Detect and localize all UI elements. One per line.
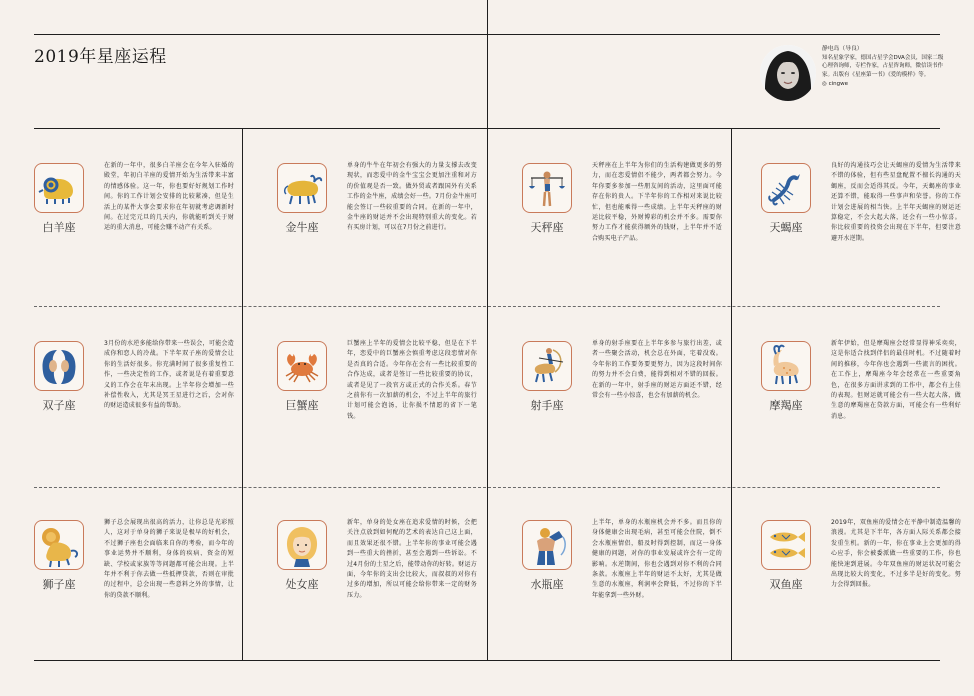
sign-card-aries <box>34 163 264 333</box>
leo-lion-icon <box>34 520 84 570</box>
sign-card-virgo <box>277 520 507 690</box>
page-gutter-top <box>487 0 488 128</box>
capricorn-goat-icon <box>761 341 811 391</box>
sign-name: 处女座 <box>285 578 319 591</box>
sign-name: 水瓶座 <box>530 578 564 591</box>
sign-name: 巨蟹座 <box>285 399 319 412</box>
sign-description: 上半年，单身的水瓶座机会并不多。而且你的身体健康会出现毛病，甚至可能会住院，倒不会水瓶座情侣，船及时得到控制，而这一身体健康的问题，对你的事业发展或许会有一定的影响。水逆期间，你也会遇到对你不利的合同条款。水瓶座上半年的财运不太好，尤其是做生意的水瓶座，利润率会降低，不过你的下半年能拿到一些外财。 <box>592 519 722 599</box>
pisces-fish-icon <box>761 520 811 570</box>
sign-description: 单身的射手座要在上半年多参与旅行出差，或者一些聚会活动，机会总在外面，宅着没戏。今年你的工作要务要更努力，因为这段时间你的努力并不会白费，能得到相对不错的回报。在新的一年中，射手座的财运方面还不错，经常会有一些小惊喜，也会有加薪的机会。 <box>592 340 722 400</box>
aquarius-waterbearer-icon <box>522 520 572 570</box>
sign-description: 在新的一年中，很多白羊座会在今年入驻婚的殿堂，年初白羊座的爱情开始为生活带来丰富的情感体验。这一年，你也要好好规划工作时间。你的工作计划会安排的比较紧凑，但是生活上的某件大事会要求你在年初就考虑调新时间。在过完元旦的几天内，你就能听到关于财运的重大消息，可能会赚不动产有关系。 <box>104 162 234 232</box>
author-handle-row <box>822 80 947 89</box>
author-name: 静电岛（导良） <box>822 46 863 52</box>
weibo-icon: ◎ <box>822 81 827 88</box>
sign-description: 良好的沟通技巧会让天蝎座的爱情为生活带来不错的体验，但有些星盘配置不擅长沟通的天蝎座，反而会适得其反。今年，天蝎座的事业还算不错，能取得一些事声和荣誉。你的工作计划会进展的相当快。上半年天蝎座的财运还算稳定，不会大起大落，还会有一些小惊喜。你比较重要的投资会出现在下半年，但要注意避开水逆期。 <box>831 162 961 242</box>
sign-name: 双子座 <box>42 399 76 412</box>
sign-description: 2019年，双鱼座的爱情会在平静中制造温馨的浪漫。尤其是下半年，各方面人际关系都会接发重生机。新的一年，你在事业上会更加的得心应手，你会被委派做一些重要的工作，你也能快速到进展。今年双鱼座的财运状况可能会出现比较大的变化，不过多半是好的变化。努力会得到回报。 <box>831 519 961 589</box>
libra-scales-icon <box>522 163 572 213</box>
sign-name: 白羊座 <box>42 221 76 234</box>
sign-card-gemini <box>34 341 264 511</box>
author-bio-block <box>822 45 947 89</box>
cancer-crab-icon <box>277 341 327 391</box>
sign-card-cancer <box>277 341 507 511</box>
sign-name: 金牛座 <box>285 221 319 234</box>
sign-card-pisces <box>761 520 974 690</box>
sign-description: 狮子总会展现出很高的活力，让你总是光彩照人，这对于单身的狮子来说是极早的好机会，不过狮子座也会面临来自你的考验，而今年的事业运势并不顺利，身体的疾病、资金的短缺、学校或家族等等问题都可能会出现。上半年并不利于你去做一些抵押贷款，否则在审批的过程中，总会出现一些意料之外的事情，让你的贷款不顺利。 <box>104 519 234 599</box>
sign-name: 天蝎座 <box>769 221 803 234</box>
sign-description: 3月份的水逆多能给你带来一些误会，可能会造成你和恋人的冷战。下半年双子座的爱情会让你的生活好很多。你充满时间了很多重复性工作，一些决定性的工作，或者说是有着重要意义的工作会在年末出现。上半年你会增加一些补偿性收入，尤其是冥王星进行之后，会对你的财运造成很多有益的帮助。 <box>104 340 234 410</box>
sign-card-sagittarius <box>522 341 752 511</box>
sign-description: 天秤座在上半年为你们的生活构建做更多的努力，而在恋爱情侣不能少，两者都会努力。今年你要多参加一些朋友间的活动，这里面可能存在你的贵人。下半年你的工作相对来说比较忙，但也能乘得一些成绩。上半年天秤座的财运比较平稳，外财博彩的机会并不多。需要你努力工作才能获得额外的钱财，上半年并不适合购买电子产品。 <box>592 162 722 242</box>
sign-card-taurus <box>277 163 507 333</box>
sign-description: 巨蟹座上半年的爱情会比较平稳，但是在下半年，恋爱中的巨蟹座会慎重考虑这段恋情对你是否真的合适。今年你在会有一些比较重要的合作达成，或者是签订一些比较重要的协议，或者是见了一段官方或正式的合作关系。春节之前你有一次加薪的机会，不过上半年的旅行计划可能会泡汤，让你损不情愿的省下一笔钱。 <box>347 340 477 420</box>
sign-name: 摩羯座 <box>769 399 803 412</box>
sign-card-capricorn <box>761 341 974 511</box>
taurus-bull-icon <box>277 163 327 213</box>
page-title: 2019年星座运程 <box>34 47 167 67</box>
gemini-twins-icon <box>34 341 84 391</box>
virgo-maiden-icon <box>277 520 327 570</box>
sign-name: 双鱼座 <box>769 578 803 591</box>
aries-ram-icon <box>34 163 84 213</box>
scorpio-scorpion-icon <box>761 163 811 213</box>
sagittarius-archer-icon <box>522 341 572 391</box>
sign-card-aquarius <box>522 520 752 690</box>
sign-card-leo <box>34 520 264 690</box>
sign-name: 天秤座 <box>530 221 564 234</box>
author-handle: cingwe <box>828 81 848 88</box>
sign-card-libra <box>522 163 752 333</box>
author-bio: 知名星象学家，德国占星学会DVA会员，国家二级心理咨询师，专栏作家，占星咨询师，微信读书作家。出版有《星座第一书》《爱的模样》等。 <box>822 54 944 78</box>
sign-name: 射手座 <box>530 399 564 412</box>
sign-description: 单身的牛牛在年初会有强大的力量支撑去改变现状，而恋爱中的金牛宝宝会更加注重和对方的价值观是否一致。做外贸或者跟国外有关系工作的金牛座，成绩会好一些。7月份金牛座可能会签订一些较重要的合同。在新的一年中，金牛座的财运并不会出现特别重大的变化。若有买房计划，可以在7月份之前进行。 <box>347 162 477 232</box>
author-avatar <box>760 45 816 101</box>
sign-card-scorpio <box>761 163 974 333</box>
sign-description: 新年伊始，但是摩羯座会经常显得神采奕奕，这是你适合找到伴侣的最佳时机。不过随着时间的推移，今年你也会遇到一些流言的困扰。在工作上，摩羯座今年会经常在一些重要角色，在很多方面讲求到的工作中，都会有上佳的表现。但财运就可能会有一些大起大落，做生意的摩羯座在贷款方面，可能会有一些利好消息。 <box>831 340 961 420</box>
sign-name: 狮子座 <box>42 578 76 591</box>
sign-description: 新年，单身的处女座在追求爱情的时候，会把关注点放到如何配的艺术的表达自己这上面，而且效果还很不错。上半年你的事业可能会遇到一些重大的挫折，甚至会遇到一些诉讼。不过4月份的土星之后，能带动你的好转。财运方面，今年你的支出会比较大，而叔叔的对你有过多的增加，所以可能会给你带来一定的财务压力。 <box>347 519 477 599</box>
